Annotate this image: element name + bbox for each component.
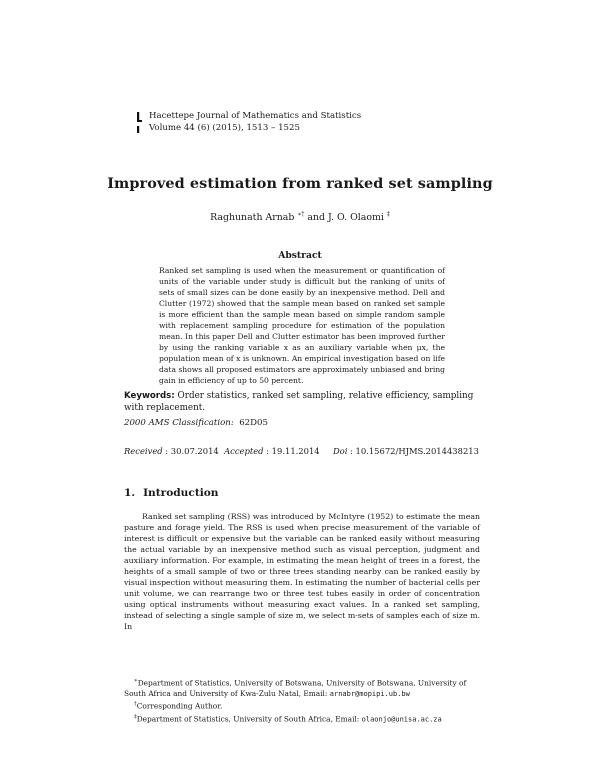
section-number: 1.: [124, 487, 136, 499]
footnote-1-email: arnabr@mopipi.ub.bw: [329, 689, 410, 698]
journal-name: Hacettepe Journal of Mathematics and Statistics: [149, 111, 362, 121]
author-olaomi-marks: ‡: [386, 211, 390, 218]
body-text: [124, 511, 480, 632]
footnote-1-text: Department of Statistics, University of Botswana, University of Botswana, University of South Africa and University of Kwa-Zulu Natal, Email:: [124, 678, 467, 698]
journal-header: [149, 110, 361, 134]
ams-value: 62D05: [239, 418, 268, 428]
keywords: [124, 390, 480, 414]
footnote-1: [124, 676, 480, 699]
paper-title: Improved estimation from ranked set sampling: [107, 175, 493, 192]
keywords-label: Keywords:: [124, 391, 175, 401]
footnotes: [124, 676, 480, 725]
section-title: Introduction: [143, 487, 219, 499]
footnote-3-mark: ‡: [134, 714, 137, 721]
abstract-heading: Abstract: [278, 250, 322, 261]
authors-line: [0, 211, 600, 223]
doi-value: 10.15672/HJMS.2014438213: [355, 446, 479, 456]
journal-volume: Volume 44 (6) (2015), 1513 – 1525: [149, 123, 300, 133]
author-arnab-marks: ∗†: [297, 211, 305, 218]
dates-line: Received : 30.07.2014 Accepted : 19.11.2014 Doi : 10.15672/HJMS.2014438213: [124, 446, 479, 456]
authors-connector: and: [307, 212, 328, 224]
received-date: 30.07.2014: [170, 446, 219, 456]
footnote-1-mark: ∗: [134, 678, 138, 684]
abstract-text: Ranked set sampling is used when the measurement or quantification of units of the variable under study is difficult but the ranking of units of sets of small sizes can be done easily by an inexpensive method. Dell and Clutter (1972) showed that the sample mean based on ranked set sample is more efficient than the sample mean based on simple random sample with replacement sampling procedure for estimation of the population mean. In this paper Dell and Clutter estimator has been improved further by using the ranking variable x as an auxiliary variable when μx, the population mean of x is unknown. An empirical investigation based on life data shows all proposed estimators are approximately unbiased and bring gain in efficiency of up to 50 percent.: [159, 266, 445, 385]
footnote-2: [124, 699, 480, 712]
ams-classification: [124, 418, 268, 428]
footnote-2-mark: †: [134, 701, 137, 708]
ams-label: 2000 AMS Classification:: [124, 418, 234, 428]
received-label: Received: [124, 446, 163, 456]
doi-label: Doi: [332, 446, 348, 456]
author-arnab: Raghunath Arnab: [210, 212, 295, 224]
footnote-2-text: Corresponding Author.: [136, 701, 223, 711]
accepted-label: Accepted: [224, 446, 264, 456]
author-olaomi: J. O. Olaomi: [328, 212, 384, 224]
footnote-3-email: olaonjo@unisa.ac.za: [361, 715, 442, 724]
section-heading: [124, 487, 219, 499]
journal-logo-icon: [134, 111, 144, 135]
accepted-date: 19.11.2014: [271, 446, 320, 456]
intro-paragraph: Ranked set sampling (RSS) was introduced by McIntyre (1952) to estimate the mean pasture and forage yield. The RSS is used when precise measurement of the variable of interest is difficult or expensive but the variable can be ranked easily without measuring the actual variable by an inexpensive method such as visual perception, judgment and auxiliary information. For example, in estimating the mean height of trees in a forest, the heights of a small sample of two or three trees standing nearby can be ranked easily by visual inspection without measuring them. In estimating the number of bacterial cells per unit volume, we can rearrange two or three test tubes easily in order of concentration using optical instruments without measuring exact values. In a ranked set sampling, instead of selecting a single sample of size m, we select m-sets of samples each of size m. In: [124, 512, 480, 631]
footnote-3-text: Department of Statistics, University of South Africa, Email:: [136, 714, 362, 724]
footnote-3: [124, 712, 480, 725]
keywords-text: Order statistics, ranked set sampling, relative efficiency, sampling with replacement.: [124, 391, 474, 413]
